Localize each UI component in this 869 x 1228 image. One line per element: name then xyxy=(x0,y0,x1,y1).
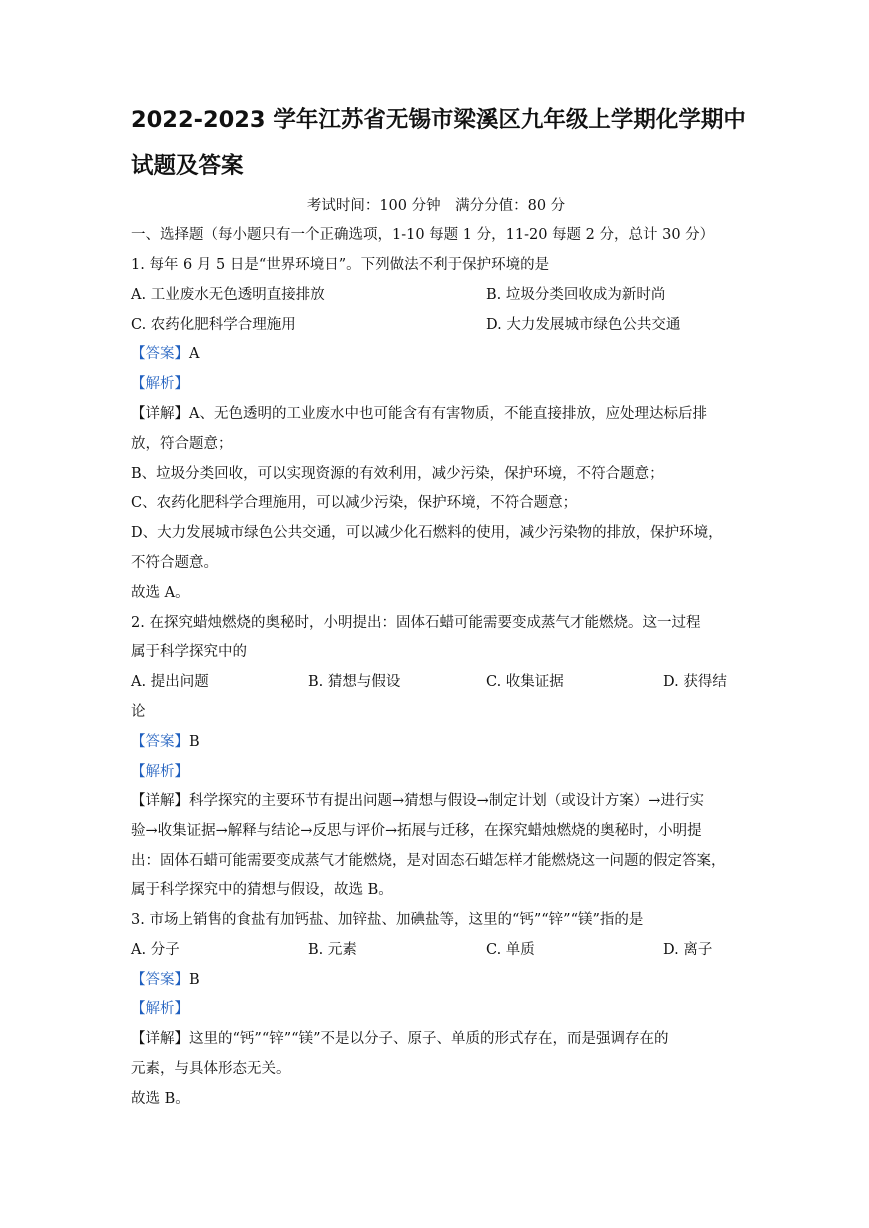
q1-stem: 1. 每年 6 月 5 日是“世界环境日”。下列做法不利于保护环境的是 xyxy=(131,257,550,273)
analysis-tag: 【解析】 xyxy=(131,764,189,780)
q3-option-d: D. 离子 xyxy=(663,942,713,958)
q1-detail-line: 故选 A。 xyxy=(131,585,190,601)
detail-tag: 【详解】 xyxy=(131,406,189,422)
q1-analysis xyxy=(131,375,741,393)
q3-detail-text: 这里的“钙”“锌”“镁”不是以分子、原子、单质的形式存在，而是强调存在的 xyxy=(189,1031,669,1047)
q1-detail-line: C、农药化肥科学合理施用，可以减少污染，保护环境，不符合题意； xyxy=(131,495,578,511)
q1-detail-text: A、无色透明的工业废水中也可能含有有害物质，不能直接排放，应处理达标后排 xyxy=(189,406,707,422)
q2-detail-line: 验→收集证据→解释与结论→反思与评价→拓展与迁移，在探究蜡烛燃烧的奥秘时，小明提 xyxy=(131,823,702,839)
q3-answer-value: B xyxy=(189,972,200,988)
document-title-line-2: 试题及答案 xyxy=(131,153,244,179)
q1-detail-line: D、大力发展城市绿色公共交通，可以减少化石燃料的使用，减少污染物的排放，保护环境， xyxy=(131,525,723,541)
q3-option-a: A. 分子 xyxy=(131,942,180,958)
q3-answer xyxy=(131,971,741,989)
q2-answer xyxy=(131,733,741,751)
detail-tag: 【详解】 xyxy=(131,1031,189,1047)
q2-analysis xyxy=(131,763,741,781)
q3-detail-line xyxy=(131,1030,741,1048)
q1-option-b: B. 垃圾分类回收成为新时尚 xyxy=(486,287,666,303)
q1-option-d: D. 大力发展城市绿色公共交通 xyxy=(486,317,681,333)
q3-detail-line: 元素，与具体形态无关。 xyxy=(131,1061,291,1077)
exam-info: 考试时间：100 分钟 满分分值：80 分 xyxy=(306,198,566,214)
answer-tag: 【答案】 xyxy=(131,734,189,750)
q2-stem-line: 属于科学探究中的 xyxy=(131,644,247,660)
q2-option-a: A. 提出问题 xyxy=(131,674,209,690)
q2-detail-line: 属于科学探究中的猜想与假设，故选 B。 xyxy=(131,882,393,898)
q1-option-a: A. 工业废水无色透明直接排放 xyxy=(131,287,325,303)
q1-detail-line: B、垃圾分类回收，可以实现资源的有效利用，减少污染，保护环境，不符合题意； xyxy=(131,466,664,482)
q2-stem-line: 2. 在探究蜡烛燃烧的奥秘时，小明提出：固体石蜡可能需要变成蒸气才能燃烧。这一过程 xyxy=(131,615,701,631)
detail-tag: 【详解】 xyxy=(131,793,189,809)
q1-detail-line: 放，符合题意； xyxy=(131,436,233,452)
q2-answer-value: B xyxy=(189,734,200,750)
q2-detail-line: 出：固体石蜡可能需要变成蒸气才能燃烧，是对固态石蜡怎样才能燃烧这一问题的假定答案， xyxy=(131,853,726,869)
q3-option-b: B. 元素 xyxy=(308,942,357,958)
q1-answer-value: A xyxy=(189,346,200,362)
q3-analysis xyxy=(131,1000,741,1018)
q1-option-c: C. 农药化肥科学合理施用 xyxy=(131,317,296,333)
q1-detail-line xyxy=(131,405,741,423)
answer-tag: 【答案】 xyxy=(131,346,189,362)
q2-option-d: D. 获得结 xyxy=(663,674,727,690)
q2-option-c: C. 收集证据 xyxy=(486,674,564,690)
section-heading: 一、选择题（每小题只有一个正确选项，1-10 每题 1 分，11-20 每题 2 分，总计 30 分） xyxy=(131,227,715,243)
q2-option-d-wrap: 论 xyxy=(131,704,146,720)
analysis-tag: 【解析】 xyxy=(131,376,189,392)
analysis-tag: 【解析】 xyxy=(131,1001,189,1017)
q2-detail-line xyxy=(131,792,741,810)
q1-answer xyxy=(131,345,741,363)
document-title-line-1: 2022-2023 学年江苏省无锡市梁溪区九年级上学期化学期中 xyxy=(131,107,746,133)
q1-detail-line: 不符合题意。 xyxy=(131,555,218,571)
q2-detail-text: 科学探究的主要环节有提出问题→猜想与假设→制定计划（或设计方案）→进行实 xyxy=(189,793,704,809)
q3-option-c: C. 单质 xyxy=(486,942,535,958)
q3-detail-line: 故选 B。 xyxy=(131,1091,190,1107)
q2-option-b: B. 猜想与假设 xyxy=(308,674,401,690)
answer-tag: 【答案】 xyxy=(131,972,189,988)
q3-stem: 3. 市场上销售的食盐有加钙盐、加锌盐、加碘盐等，这里的“钙”“锌”“镁”指的是 xyxy=(131,912,644,928)
